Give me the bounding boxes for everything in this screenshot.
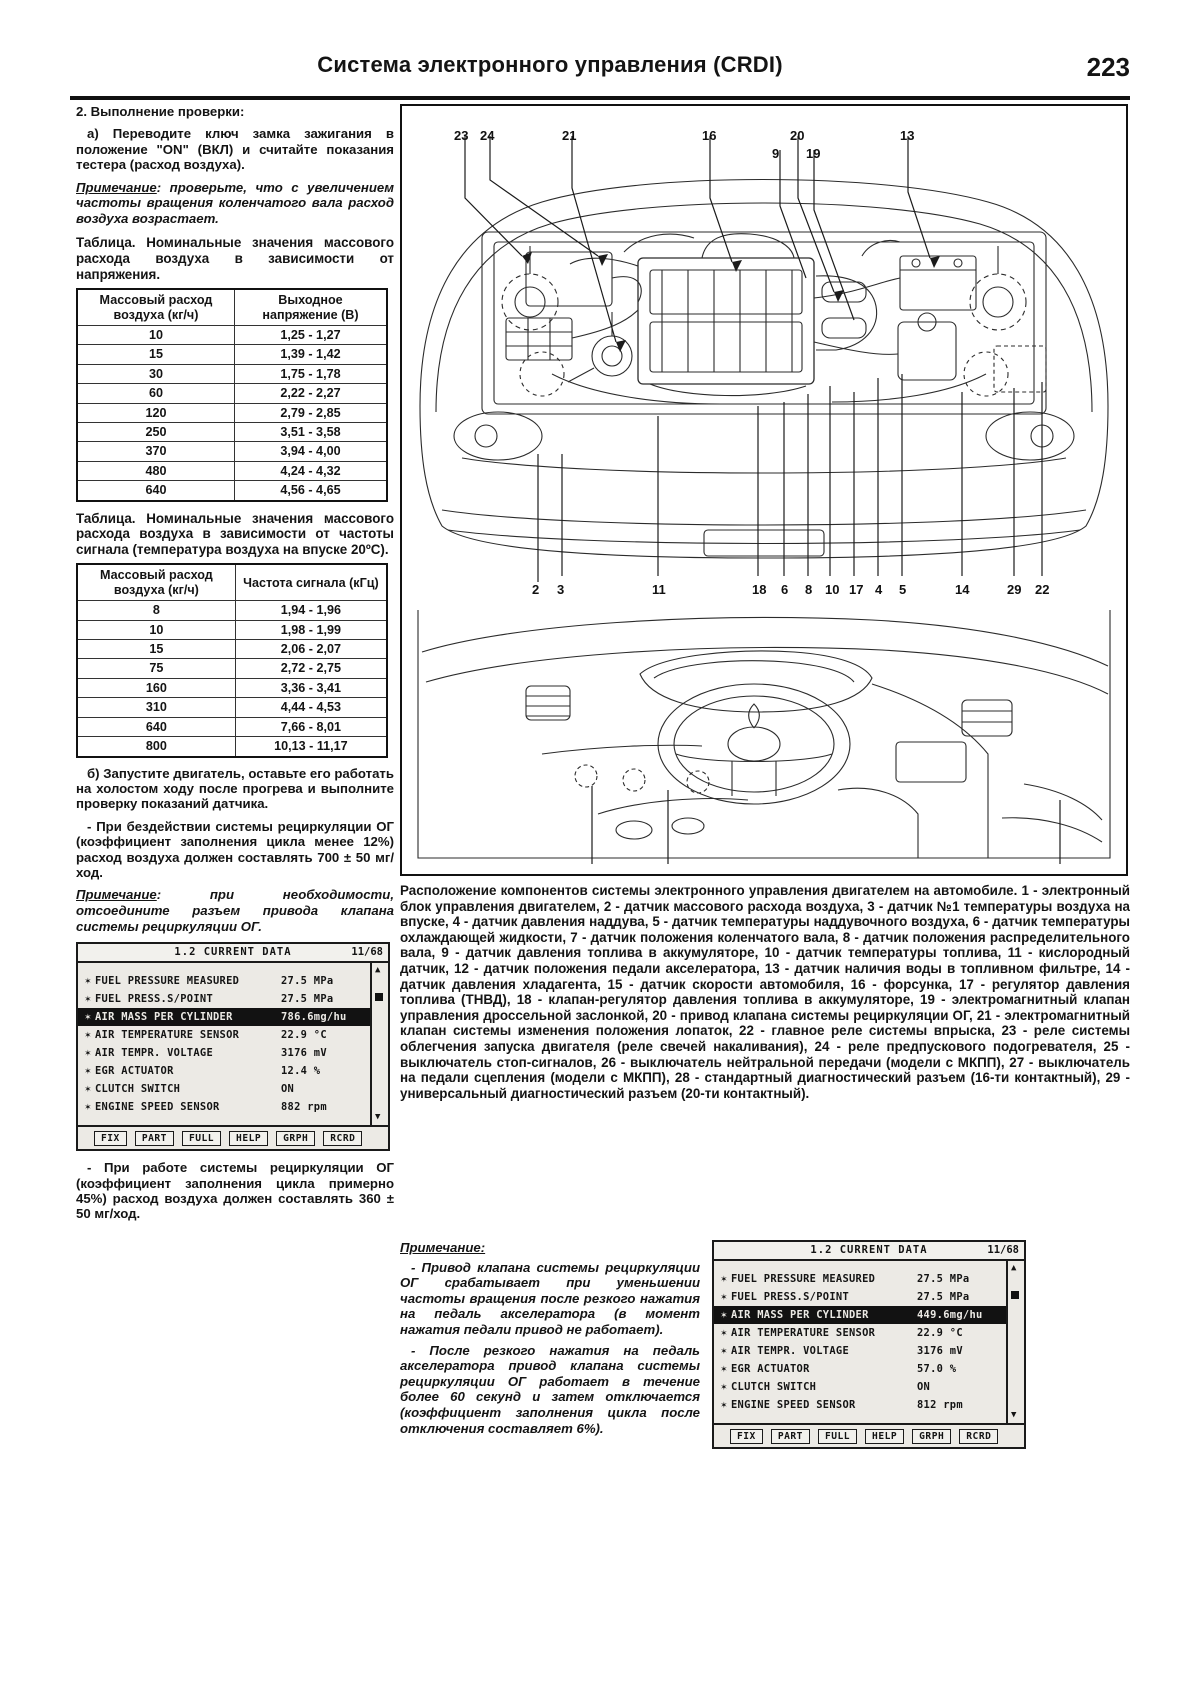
paragraph-step-2: 2. Выполнение проверки: <box>76 104 245 119</box>
right-column <box>400 104 1130 1101</box>
page-title: Система электронного управления (CRDI) <box>317 52 783 77</box>
bottom-note-item-1: - Привод клапана системы рециркуляции ОГ срабатывает при уменьшении частоты вращения после резкого нажатия на педаль акселератора (в момент нажатия педали привод не работает). <box>400 1259 700 1337</box>
table-frequency-caption: Таблица. Номинальные значения массового расхода воздуха в зависимости от частоты сигнала (температура воздуха на впуске 20ºC). <box>76 510 394 557</box>
part-button[interactable]: PART <box>135 1131 174 1146</box>
list-item[interactable]: ✶ AIR TEMPERATURE SENSOR 22.9 °C <box>714 1324 1006 1342</box>
list-item[interactable]: ✶ FUEL PRESS.S/POINT 27.5 MPa <box>714 1288 1006 1306</box>
star-icon: ✶ <box>84 1065 92 1078</box>
list-item[interactable]: ✶ AIR TEMPR. VOLTAGE 3176 mV <box>714 1342 1006 1360</box>
component-location-figure <box>400 104 1128 876</box>
table-row: 310 4,44 - 4,53 <box>77 698 387 717</box>
list-item[interactable]: ✶ CLUTCH SWITCH ON <box>714 1378 1006 1396</box>
table-row: 800 10,13 - 11,17 <box>77 737 387 757</box>
callout-14: 14 <box>955 582 970 597</box>
star-icon: ✶ <box>720 1327 728 1339</box>
rcrd-button[interactable]: RCRD <box>323 1131 362 1146</box>
table-row: 120 2,79 - 2,85 <box>77 403 387 422</box>
table-row: 15 2,06 - 2,07 <box>77 640 387 659</box>
lcd-row-list <box>78 963 372 1125</box>
note-2-label: Примечание <box>76 887 157 903</box>
note-2 <box>76 887 394 934</box>
table-row <box>77 564 387 600</box>
callout-24: 24 <box>480 128 495 143</box>
table-voltage-caption: Таблица. Номинальные значения массового расхода воздуха в зависимости от напряжения. <box>76 235 394 282</box>
star-icon: ✶ <box>720 1399 728 1411</box>
scrollbar[interactable] <box>1008 1261 1024 1423</box>
callout-13: 13 <box>900 128 915 143</box>
list-item[interactable]: ✶ ENGINE SPEED SENSOR 882 rpm <box>78 1098 370 1116</box>
lcd-row-list <box>714 1261 1008 1423</box>
fix-button[interactable]: FIX <box>730 1429 763 1444</box>
lcd-item-counter: 11/68 <box>987 1244 1019 1256</box>
paragraph-egr-active: - При работе системы рециркуляции ОГ (коэффициент заполнения цикла примерно 45%) расход воздуха должен составлять 360 ± 50 мг/ход. <box>76 1160 394 1222</box>
table-row: 640 4,56 - 4,65 <box>77 481 387 501</box>
table-voltage-col2: Выходное напряжение (В) <box>234 289 387 325</box>
note-1-label: Примечание <box>76 179 157 195</box>
callout-8: 8 <box>805 582 813 597</box>
callout-4: 4 <box>875 582 883 597</box>
callout-11: 11 <box>652 582 666 597</box>
page-header <box>70 52 1130 96</box>
star-icon: ✶ <box>720 1363 728 1375</box>
callout-6: 6 <box>781 582 789 597</box>
part-button[interactable]: PART <box>771 1429 810 1444</box>
chevron-up-icon[interactable]: ▲ <box>1011 1263 1017 1273</box>
paragraph-egr-idle: - При бездействии системы рециркуляции ОГ (коэффициент заполнения цикла менее 12%) расход воздуха должен составлять 700 ± 50 мг/ход. <box>76 818 394 880</box>
star-icon: ✶ <box>720 1345 728 1357</box>
chevron-down-icon[interactable]: ▼ <box>1011 1410 1017 1420</box>
full-button[interactable]: FULL <box>818 1429 857 1444</box>
callout-5: 5 <box>899 582 907 597</box>
lcd-button-bar <box>78 1125 388 1149</box>
figure-caption: Расположение компонентов системы электронного управления двигателем на автомобиле. 1 - электронный блок управления двигателем, 2 - датчик массового расхода воздуха, 3 - датчик №1 температуры воздуха на впуске, 4 - датчик давления наддува, 5 - датчик температуры наддувочного воздуха, 6 - датчик температуры охлаждающей жидкости, 7 - датчик положения коленчатого вала, 8 - датчик положения распределительного вала, 9 - датчик давления топлива в аккумуляторе, 10 - датчик температуры топлива, 11 - кислородный датчик, 12 - датчик положения педали акселератора, 13 - датчик наличия воды в топливном фильтре, 14 - датчик давления хладагента, 15 - датчик скорости автомобиля, 16 - форсунка, 17 - регулятор давления топлива (ТНВД), 18 - клапан-регулятор давления топлива в аккумуляторе, 19 - электромагнитный клапан управления дроссельной заслонкой, 20 - привод клапана системы рециркуляции ОГ, 21 - электромагнитный клапан системы изменения положения лопаток, 22 - главное реле системы впрыска, 23 - реле системы облегчения запуска двигателя (реле свечей накаливания), 24 - реле предпускового подогревателя, 25 - выключатель стоп-сигналов, 26 - выключатель нейтральной передачи (модели с МКПП), 27 - выключатель на педали сцепления (модели с МКПП), 28 - стандартный диагностический разъем (16-ти контактный), 29 - универсальный диагностический разъем (20-ти контактный). <box>400 883 1130 1101</box>
table-row: 160 3,36 - 3,41 <box>77 678 387 697</box>
paragraph-step-b: б) Запустите двигатель, оставьте его работать на холостом ходу после прогрева и выполните проверку показаний датчика. <box>76 765 394 812</box>
table-row: 60 2,22 - 2,27 <box>77 384 387 403</box>
table-row: 250 3,51 - 3,58 <box>77 423 387 442</box>
table-voltage <box>76 288 388 501</box>
callout-20: 20 <box>790 128 805 143</box>
lcd-title-bar <box>714 1242 1024 1261</box>
table-row <box>77 289 387 325</box>
list-item[interactable]: ✶ EGR ACTUATOR 57.0 % <box>714 1360 1006 1378</box>
lcd-button-bar <box>714 1423 1024 1447</box>
table-row: 10 1,25 - 1,27 <box>77 326 387 345</box>
lcd-body <box>78 963 388 1125</box>
callout-23: 23 <box>454 128 469 143</box>
chevron-down-icon[interactable]: ▼ <box>375 1112 381 1123</box>
list-item[interactable]: ✶ EGR ACTUATOR 12.4 % <box>78 1062 370 1080</box>
bottom-right-block <box>400 1240 1130 1449</box>
list-item[interactable]: ✶ AIR TEMPR. VOLTAGE 3176 mV <box>78 1044 370 1062</box>
grph-button[interactable]: GRPH <box>276 1131 315 1146</box>
page-number: 223 <box>1086 52 1130 82</box>
table-row: 640 7,66 - 8,01 <box>77 717 387 736</box>
star-icon: ✶ <box>84 1047 92 1060</box>
callout-19: 19 <box>806 146 821 161</box>
table-frequency-body <box>77 601 387 757</box>
table-row: 480 4,24 - 4,32 <box>77 461 387 480</box>
list-item[interactable]: ✶ FUEL PRESSURE MEASURED 27.5 MPa <box>714 1270 1006 1288</box>
left-column <box>76 104 394 1229</box>
star-icon: ✶ <box>720 1273 728 1285</box>
help-button[interactable]: HELP <box>229 1131 268 1146</box>
scrollbar[interactable] <box>372 963 388 1125</box>
bottom-note-block <box>400 1240 700 1449</box>
table-row: 8 1,94 - 1,96 <box>77 601 387 620</box>
callout-17: 17 <box>849 582 864 597</box>
list-item[interactable]: ✶ AIR TEMPERATURE SENSOR 22.9 °C <box>78 1026 370 1044</box>
note-1 <box>76 180 394 227</box>
callout-2: 2 <box>532 582 540 597</box>
help-button[interactable]: HELP <box>865 1429 904 1444</box>
note-2-text: : при необходимости, отсоедините разъем привода клапана системы рециркуляции ОГ. <box>76 887 394 934</box>
fix-button[interactable]: FIX <box>94 1131 127 1146</box>
table-frequency-col1: Массовый расход воздуха (кг/ч) <box>77 564 235 600</box>
callout-9: 9 <box>772 146 780 161</box>
callout-18: 18 <box>752 582 767 597</box>
scan-tool-screenshot-right-wrap <box>712 1240 1024 1449</box>
list-item-selected[interactable]: ✶ AIR MASS PER CYLINDER 449.6mg/hu <box>714 1306 1006 1324</box>
scrollbar-thumb[interactable] <box>1011 1291 1019 1299</box>
lcd-item-counter: 11/68 <box>351 946 383 959</box>
header-divider <box>70 96 1130 100</box>
table-voltage-body <box>77 326 387 501</box>
star-icon: ✶ <box>84 1101 92 1114</box>
bottom-note-label: Примечание: <box>400 1240 486 1255</box>
table-voltage-col1: Массовый расход воздуха (кг/ч) <box>77 289 234 325</box>
star-icon: ✶ <box>720 1381 728 1393</box>
engine-bay-illustration <box>402 106 1126 606</box>
callout-22: 22 <box>1035 582 1050 597</box>
list-item[interactable]: ✶ ENGINE SPEED SENSOR 812 rpm <box>714 1396 1006 1414</box>
table-row: 75 2,72 - 2,75 <box>77 659 387 678</box>
table-frequency <box>76 563 388 757</box>
grph-button[interactable]: GRPH <box>912 1429 951 1444</box>
callout-21: 21 <box>562 128 577 143</box>
paragraph-step-2a: а) Переводите ключ замка зажигания в положение "ON" (ВКЛ) и считайте показания тестера (расход воздуха). <box>76 126 394 173</box>
star-icon: ✶ <box>720 1309 728 1321</box>
scrollbar-thumb[interactable] <box>375 993 383 1001</box>
list-item[interactable]: ✶ FUEL PRESS.S/POINT 27.5 MPa <box>78 990 370 1008</box>
dashboard-illustration <box>402 604 1126 864</box>
table-row: 30 1,75 - 1,78 <box>77 364 387 383</box>
lcd-body <box>714 1261 1024 1423</box>
full-button[interactable]: FULL <box>182 1131 221 1146</box>
lcd-title-text: 1.2 CURRENT DATA <box>810 1244 928 1256</box>
table-row: 15 1,39 - 1,42 <box>77 345 387 364</box>
star-icon: ✶ <box>84 1029 92 1042</box>
bottom-note-item-2: - После резкого нажатия на педаль акселератора привод клапана системы рециркуляции ОГ работает в течение более 60 секунд и затем отключается (коэффициент заполнения цикла после отключения составляет 6%). <box>400 1342 700 1436</box>
callout-29: 29 <box>1007 582 1022 597</box>
star-icon: ✶ <box>84 975 92 988</box>
star-icon: ✶ <box>84 1011 92 1024</box>
star-icon: ✶ <box>84 1083 92 1096</box>
table-row: 370 3,94 - 4,00 <box>77 442 387 461</box>
rcrd-button[interactable]: RCRD <box>959 1429 998 1444</box>
list-item-selected[interactable]: ✶ AIR MASS PER CYLINDER 786.6mg/hu <box>78 1008 370 1026</box>
star-icon: ✶ <box>84 993 92 1006</box>
star-icon: ✶ <box>720 1291 728 1303</box>
callout-16: 16 <box>702 128 717 143</box>
callout-10: 10 <box>825 582 840 597</box>
callout-3: 3 <box>557 582 565 597</box>
table-frequency-col2: Частота сигнала (кГц) <box>235 564 387 600</box>
chevron-up-icon[interactable]: ▲ <box>375 965 381 976</box>
table-row: 10 1,98 - 1,99 <box>77 620 387 639</box>
scan-tool-screenshot-right <box>712 1240 1026 1449</box>
list-item[interactable]: ✶ FUEL PRESSURE MEASURED 27.5 MPa <box>78 972 370 990</box>
list-item[interactable]: ✶ CLUTCH SWITCH ON <box>78 1080 370 1098</box>
note-1-text: : проверьте, что с увеличением частоты вращения коленчатого вала расход воздуха возрастает. <box>76 179 394 226</box>
scan-tool-screenshot-left <box>76 942 390 1151</box>
lcd-title-text: 1.2 CURRENT DATA <box>174 946 292 959</box>
lcd-title-bar <box>78 944 388 963</box>
